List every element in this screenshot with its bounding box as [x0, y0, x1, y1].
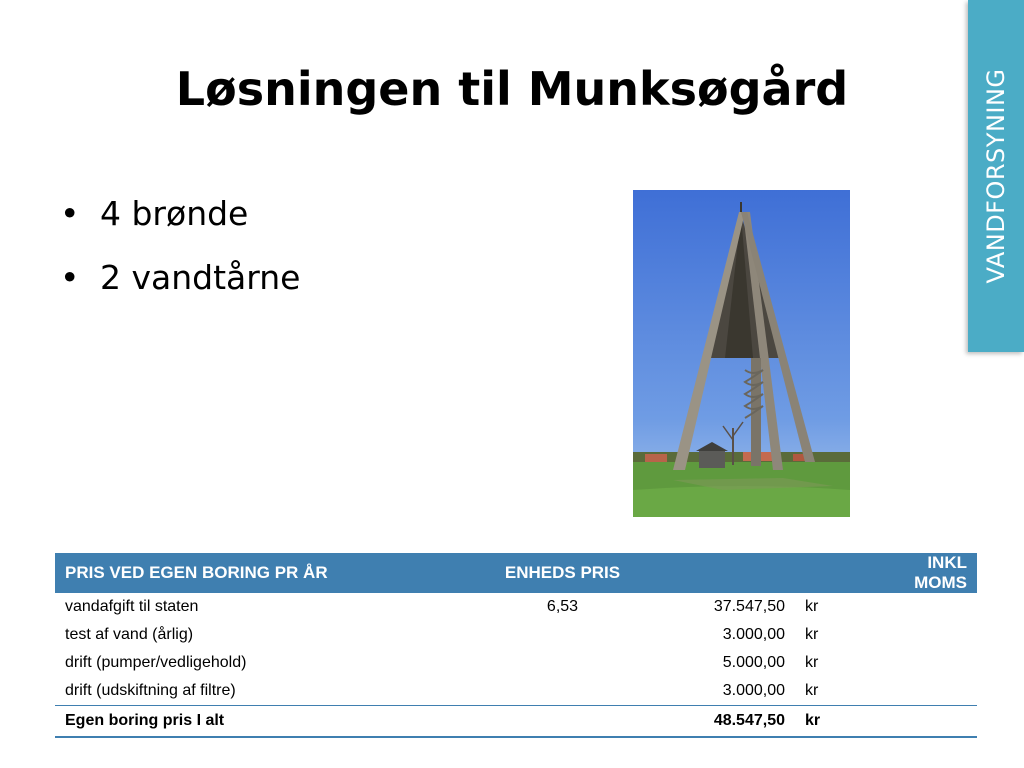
- table-row: [55, 649, 977, 677]
- bullet-list: [58, 190, 300, 318]
- row-currency: kr: [805, 654, 819, 671]
- header-incl-moms: INKL MOMS: [914, 553, 967, 592]
- row-empty: [875, 593, 977, 621]
- total-empty: [480, 706, 645, 738]
- bullet-text: 4 brønde: [100, 194, 249, 233]
- header-amount: [645, 553, 795, 593]
- row-unit-price: [480, 677, 645, 706]
- table-row: [55, 621, 977, 649]
- table-row: [55, 593, 977, 621]
- row-amount: 37.547,50: [713, 598, 785, 615]
- section-tab-label: VANDFORSYNING: [982, 68, 1010, 284]
- row-unit-price: [480, 621, 645, 649]
- row-item: drift (pumper/vedligehold): [65, 654, 247, 671]
- total-amount: 48.547,50: [645, 706, 795, 738]
- table-total-row: [55, 706, 977, 738]
- slide-title: Løsningen til Munksøgård: [175, 62, 849, 116]
- table-row: [55, 677, 977, 706]
- section-tab: [968, 0, 1024, 352]
- table-header-row: [55, 553, 977, 593]
- bullet-text: 2 vandtårne: [100, 258, 301, 297]
- header-currency: [795, 553, 875, 593]
- row-currency: kr: [805, 598, 819, 615]
- row-currency: kr: [805, 682, 819, 699]
- bullet-item: [58, 254, 300, 318]
- row-unit-price: [480, 649, 645, 677]
- row-currency: kr: [805, 626, 819, 643]
- bullet-icon: •: [60, 258, 80, 297]
- bullet-icon: •: [60, 194, 80, 233]
- row-amount: 5.000,00: [722, 654, 785, 671]
- row-unit-price: 6,53: [546, 598, 579, 615]
- water-tower-photo: [633, 190, 850, 517]
- row-empty: [875, 621, 977, 649]
- header-unit-price: ENHEDS PRIS: [504, 563, 621, 582]
- bullet-item: [58, 190, 300, 254]
- row-item: drift (udskiftning af filtre): [65, 682, 236, 699]
- header-item: PRIS VED EGEN BORING PR ÅR: [65, 563, 328, 582]
- total-label: Egen boring pris I alt: [55, 706, 480, 738]
- row-amount: 3.000,00: [722, 626, 785, 643]
- total-currency: kr: [795, 706, 875, 738]
- cost-table: [55, 553, 977, 738]
- row-amount: 3.000,00: [722, 682, 785, 699]
- row-item: test af vand (årlig): [65, 626, 194, 643]
- total-empty: [875, 706, 977, 738]
- row-empty: [875, 677, 977, 706]
- row-empty: [875, 649, 977, 677]
- row-item: vandafgift til staten: [65, 598, 199, 615]
